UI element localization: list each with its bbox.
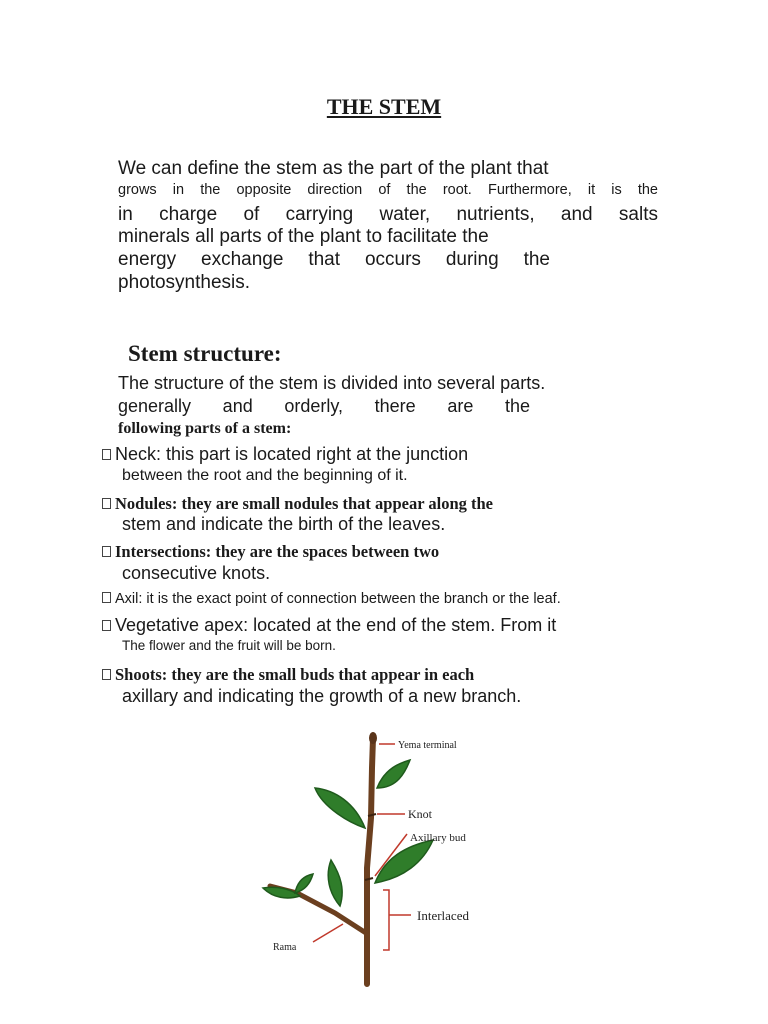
item-text: axillary and indicating the growth of a new branch. (122, 686, 522, 706)
section-heading: Stem structure: (128, 341, 282, 366)
intro-line: We can define the stem as the part of the plant that (118, 158, 549, 179)
bullet-icon (102, 546, 111, 557)
bullet-icon (102, 592, 111, 603)
main-stem (367, 738, 373, 984)
intro-line: in charge of carrying water, nutrients, and salts (118, 204, 658, 225)
structure-line: following parts of a stem: (118, 420, 292, 437)
item-text: Vegetative apex: located at the end of the stem. From it (115, 615, 557, 635)
bullet-icon (102, 669, 111, 680)
bullet-icon (102, 620, 111, 631)
item-text: Intersections: they are the spaces between two (115, 542, 440, 561)
item-text: The flower and the fruit will be born. (122, 638, 336, 653)
leaf (328, 860, 342, 906)
pointer-line (313, 924, 343, 942)
intro-line: minerals all parts of the plant to facilitate the (118, 226, 489, 247)
label-knot: Knot (408, 807, 432, 821)
page-title: THE STEM (326, 94, 442, 119)
intro-line: grows in the opposite direction of the root. Furthermore, it is the (118, 182, 658, 198)
structure-line: The structure of the stem is divided into several parts. (118, 373, 546, 393)
bullet-icon (102, 498, 111, 509)
interlaced-bracket (383, 890, 411, 950)
label-axillary-bud: Axillary bud (410, 832, 466, 844)
stem-diagram (255, 728, 495, 988)
terminal-bud (369, 732, 377, 744)
label-rama: Rama (273, 942, 297, 953)
item-text: consecutive knots. (122, 563, 271, 583)
intro-line: energy exchange that occurs during the (118, 249, 550, 270)
leaf (315, 788, 365, 828)
item-text: Nodules: they are small nodules that appear along the (115, 494, 494, 513)
intro-line: photosynthesis. (118, 272, 251, 293)
item-text: stem and indicate the birth of the leaves. (122, 514, 446, 534)
leaf (295, 874, 313, 893)
item-text: Axil: it is the exact point of connection between the branch or the leaf. (115, 591, 561, 607)
item-text: Shoots: they are the small buds that appear in each (115, 665, 475, 684)
item-text: Neck: this part is located right at the junction (115, 444, 469, 464)
bullet-icon (102, 449, 111, 460)
item-text: between the root and the beginning of it. (122, 467, 408, 484)
label-interlaced: Interlaced (417, 908, 469, 923)
leaf (375, 840, 433, 883)
label-yema-terminal: Yema terminal (398, 740, 457, 751)
leaf (377, 760, 410, 788)
structure-line: generally and orderly, there are the (118, 396, 530, 416)
